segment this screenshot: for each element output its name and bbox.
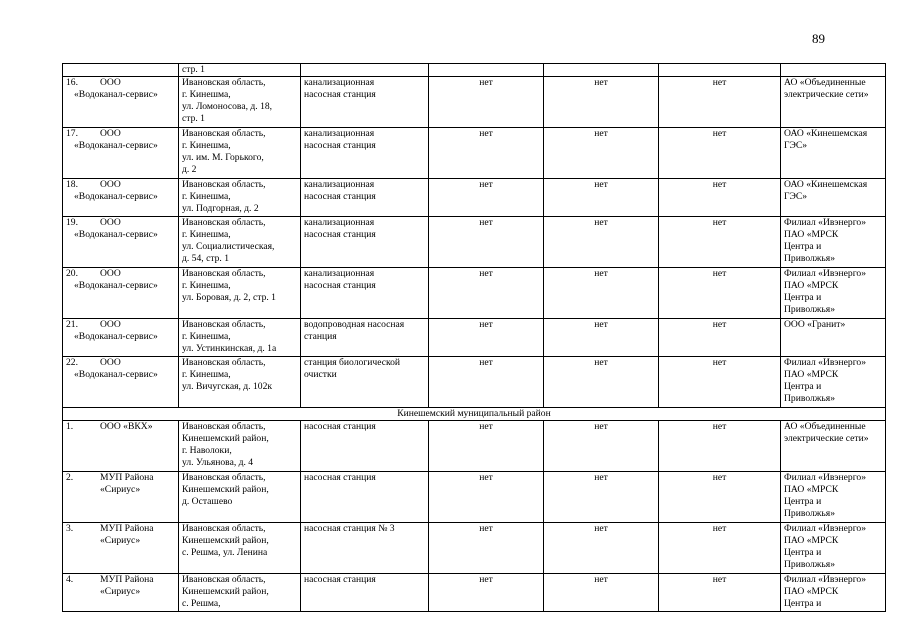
row-number: 3.	[66, 523, 74, 534]
value-cell: нет	[659, 217, 781, 268]
org-name: ООО	[100, 217, 121, 228]
supplier-cell: Филиал «Ивэнерго» ПАО «МРСК Центра и Приволжья»	[781, 217, 886, 268]
objects-table	[62, 63, 886, 612]
org-name: ООО	[100, 77, 121, 88]
address-cell: Ивановская область, г. Кинешма, ул. им. М. Горького, д. 2	[179, 128, 301, 179]
org-name-cont: «Сириус»	[100, 586, 141, 597]
org-name: МУП Района	[100, 574, 154, 585]
org-name-cont: «Водоканал-сервис»	[74, 369, 158, 380]
supplier-cell: АО «Объединенные электрические сети»	[781, 421, 886, 472]
object-cell: насосная станция № 3	[301, 523, 429, 574]
org-name-cont: «Водоканал-сервис»	[74, 331, 158, 342]
address-cell: Ивановская область, Кинешемский район, с. Решма, ул. Ленина	[179, 523, 301, 574]
table-row	[63, 357, 886, 408]
table-row	[63, 64, 886, 77]
row-number: 17.	[66, 128, 78, 139]
org-name: ООО	[100, 357, 121, 368]
org-name: ООО	[100, 319, 121, 330]
supplier-cell: ОАО «Кинешемская ГЭС»	[781, 179, 886, 217]
supplier-cell: ОАО «Кинешемская ГЭС»	[781, 128, 886, 179]
org-name-cont: «Сириус»	[100, 484, 141, 495]
value-cell: нет	[429, 128, 544, 179]
value-cell: нет	[544, 217, 659, 268]
address-cell: Ивановская область, г. Кинешма, ул. Вичугская, д. 102к	[179, 357, 301, 408]
value-cell: нет	[659, 179, 781, 217]
org-name: ООО	[100, 128, 121, 139]
value-cell: нет	[544, 421, 659, 472]
org-name-cont: «Водоканал-сервис»	[74, 140, 158, 151]
value-cell: нет	[429, 421, 544, 472]
table-row	[63, 319, 886, 357]
row-number: 4.	[66, 574, 74, 585]
value-cell: нет	[429, 179, 544, 217]
supplier-cell: Филиал «Ивэнерго» ПАО «МРСК Центра и	[781, 574, 886, 612]
table-row	[63, 77, 886, 128]
object-cell: канализационная насосная станция	[301, 128, 429, 179]
empty-cell	[544, 64, 659, 77]
org-name: ООО «ВКХ»	[100, 421, 153, 432]
org-cell	[63, 217, 179, 268]
row-number: 2.	[66, 472, 74, 483]
value-cell: нет	[659, 523, 781, 574]
org-name-cont: «Водоканал-сервис»	[74, 89, 158, 100]
org-name: ООО	[100, 179, 121, 190]
org-cell	[63, 319, 179, 357]
value-cell: нет	[544, 319, 659, 357]
value-cell: нет	[659, 128, 781, 179]
table-row	[63, 128, 886, 179]
supplier-cell: АО «Объединенные электрические сети»	[781, 77, 886, 128]
value-cell: нет	[429, 523, 544, 574]
value-cell: нет	[544, 179, 659, 217]
value-cell: нет	[659, 319, 781, 357]
address-cell: Ивановская область, Кинешемский район, г. Наволоки, ул. Ульянова, д. 4	[179, 421, 301, 472]
value-cell: нет	[544, 472, 659, 523]
org-cell	[63, 523, 179, 574]
value-cell: нет	[544, 574, 659, 612]
empty-cell	[659, 64, 781, 77]
org-cell	[63, 64, 179, 77]
supplier-cell: Филиал «Ивэнерго» ПАО «МРСК Центра и Приволжья»	[781, 268, 886, 319]
supplier-cell: Филиал «Ивэнерго» ПАО «МРСК Центра и Приволжья»	[781, 472, 886, 523]
org-cell	[63, 574, 179, 612]
object-cell: канализационная насосная станция	[301, 77, 429, 128]
row-number: 22.	[66, 357, 78, 368]
row-number: 16.	[66, 77, 78, 88]
org-cell	[63, 357, 179, 408]
object-cell: станция биологической очистки	[301, 357, 429, 408]
org-cell	[63, 472, 179, 523]
org-name-cont: «Водоканал-сервис»	[74, 191, 158, 202]
value-cell: нет	[544, 357, 659, 408]
row-number: 21.	[66, 319, 78, 330]
supplier-cell: ООО «Гранит»	[781, 319, 886, 357]
supplier-cell: Филиал «Ивэнерго» ПАО «МРСК Центра и Приволжья»	[781, 523, 886, 574]
object-cell: водопроводная насосная станция	[301, 319, 429, 357]
table-row	[63, 472, 886, 523]
row-number: 18.	[66, 179, 78, 190]
address-cell: стр. 1	[179, 64, 301, 77]
org-name: ООО	[100, 268, 121, 279]
address-cell: Ивановская область, г. Кинешма, ул. Ломоносова, д. 18, стр. 1	[179, 77, 301, 128]
org-name: МУП Района	[100, 472, 154, 483]
object-cell: насосная станция	[301, 421, 429, 472]
object-cell: канализационная насосная станция	[301, 268, 429, 319]
value-cell: нет	[659, 357, 781, 408]
row-number: 1.	[66, 421, 74, 432]
org-name-cont: «Сириус»	[100, 535, 141, 546]
value-cell: нет	[659, 77, 781, 128]
value-cell: нет	[544, 523, 659, 574]
section-row	[63, 408, 886, 421]
row-number: 19.	[66, 217, 78, 228]
address-cell: Ивановская область, г. Кинешма, ул. Социалистическая, д. 54, стр. 1	[179, 217, 301, 268]
org-cell	[63, 77, 179, 128]
row-number: 20.	[66, 268, 78, 279]
value-cell: нет	[429, 268, 544, 319]
address-cell: Ивановская область, Кинешемский район, д. Осташево	[179, 472, 301, 523]
object-cell: канализационная насосная станция	[301, 179, 429, 217]
section-title: Кинешемский муниципальный район	[63, 408, 886, 421]
org-cell	[63, 128, 179, 179]
org-cell	[63, 421, 179, 472]
value-cell: нет	[429, 357, 544, 408]
value-cell: нет	[659, 421, 781, 472]
table-row	[63, 217, 886, 268]
org-name-cont: «Водоканал-сервис»	[74, 229, 158, 240]
supplier-cell: Филиал «Ивэнерго» ПАО «МРСК Центра и Приволжья»	[781, 357, 886, 408]
value-cell: нет	[544, 77, 659, 128]
value-cell: нет	[659, 268, 781, 319]
table-row	[63, 421, 886, 472]
empty-cell	[781, 64, 886, 77]
org-name-cont: «Водоканал-сервис»	[74, 280, 158, 291]
table-row	[63, 179, 886, 217]
value-cell: нет	[544, 128, 659, 179]
value-cell: нет	[659, 472, 781, 523]
address-cell: Ивановская область, Кинешемский район, с. Решма,	[179, 574, 301, 612]
table-row	[63, 268, 886, 319]
value-cell: нет	[429, 574, 544, 612]
address-cell: Ивановская область, г. Кинешма, ул. Устинкинская, д. 1а	[179, 319, 301, 357]
object-cell: насосная станция	[301, 472, 429, 523]
org-cell	[63, 179, 179, 217]
value-cell: нет	[429, 472, 544, 523]
value-cell: нет	[429, 77, 544, 128]
value-cell: нет	[659, 574, 781, 612]
org-name: МУП Района	[100, 523, 154, 534]
table-row	[63, 523, 886, 574]
object-cell: канализационная насосная станция	[301, 217, 429, 268]
table-row	[63, 574, 886, 612]
page-number: 89	[812, 31, 825, 46]
empty-cell	[301, 64, 429, 77]
empty-cell	[429, 64, 544, 77]
value-cell: нет	[429, 217, 544, 268]
org-cell	[63, 268, 179, 319]
object-cell: насосная станция	[301, 574, 429, 612]
value-cell: нет	[429, 319, 544, 357]
value-cell: нет	[544, 268, 659, 319]
address-cell: Ивановская область, г. Кинешма, ул. Подгорная, д. 2	[179, 179, 301, 217]
address-cell: Ивановская область, г. Кинешма, ул. Боровая, д. 2, стр. 1	[179, 268, 301, 319]
